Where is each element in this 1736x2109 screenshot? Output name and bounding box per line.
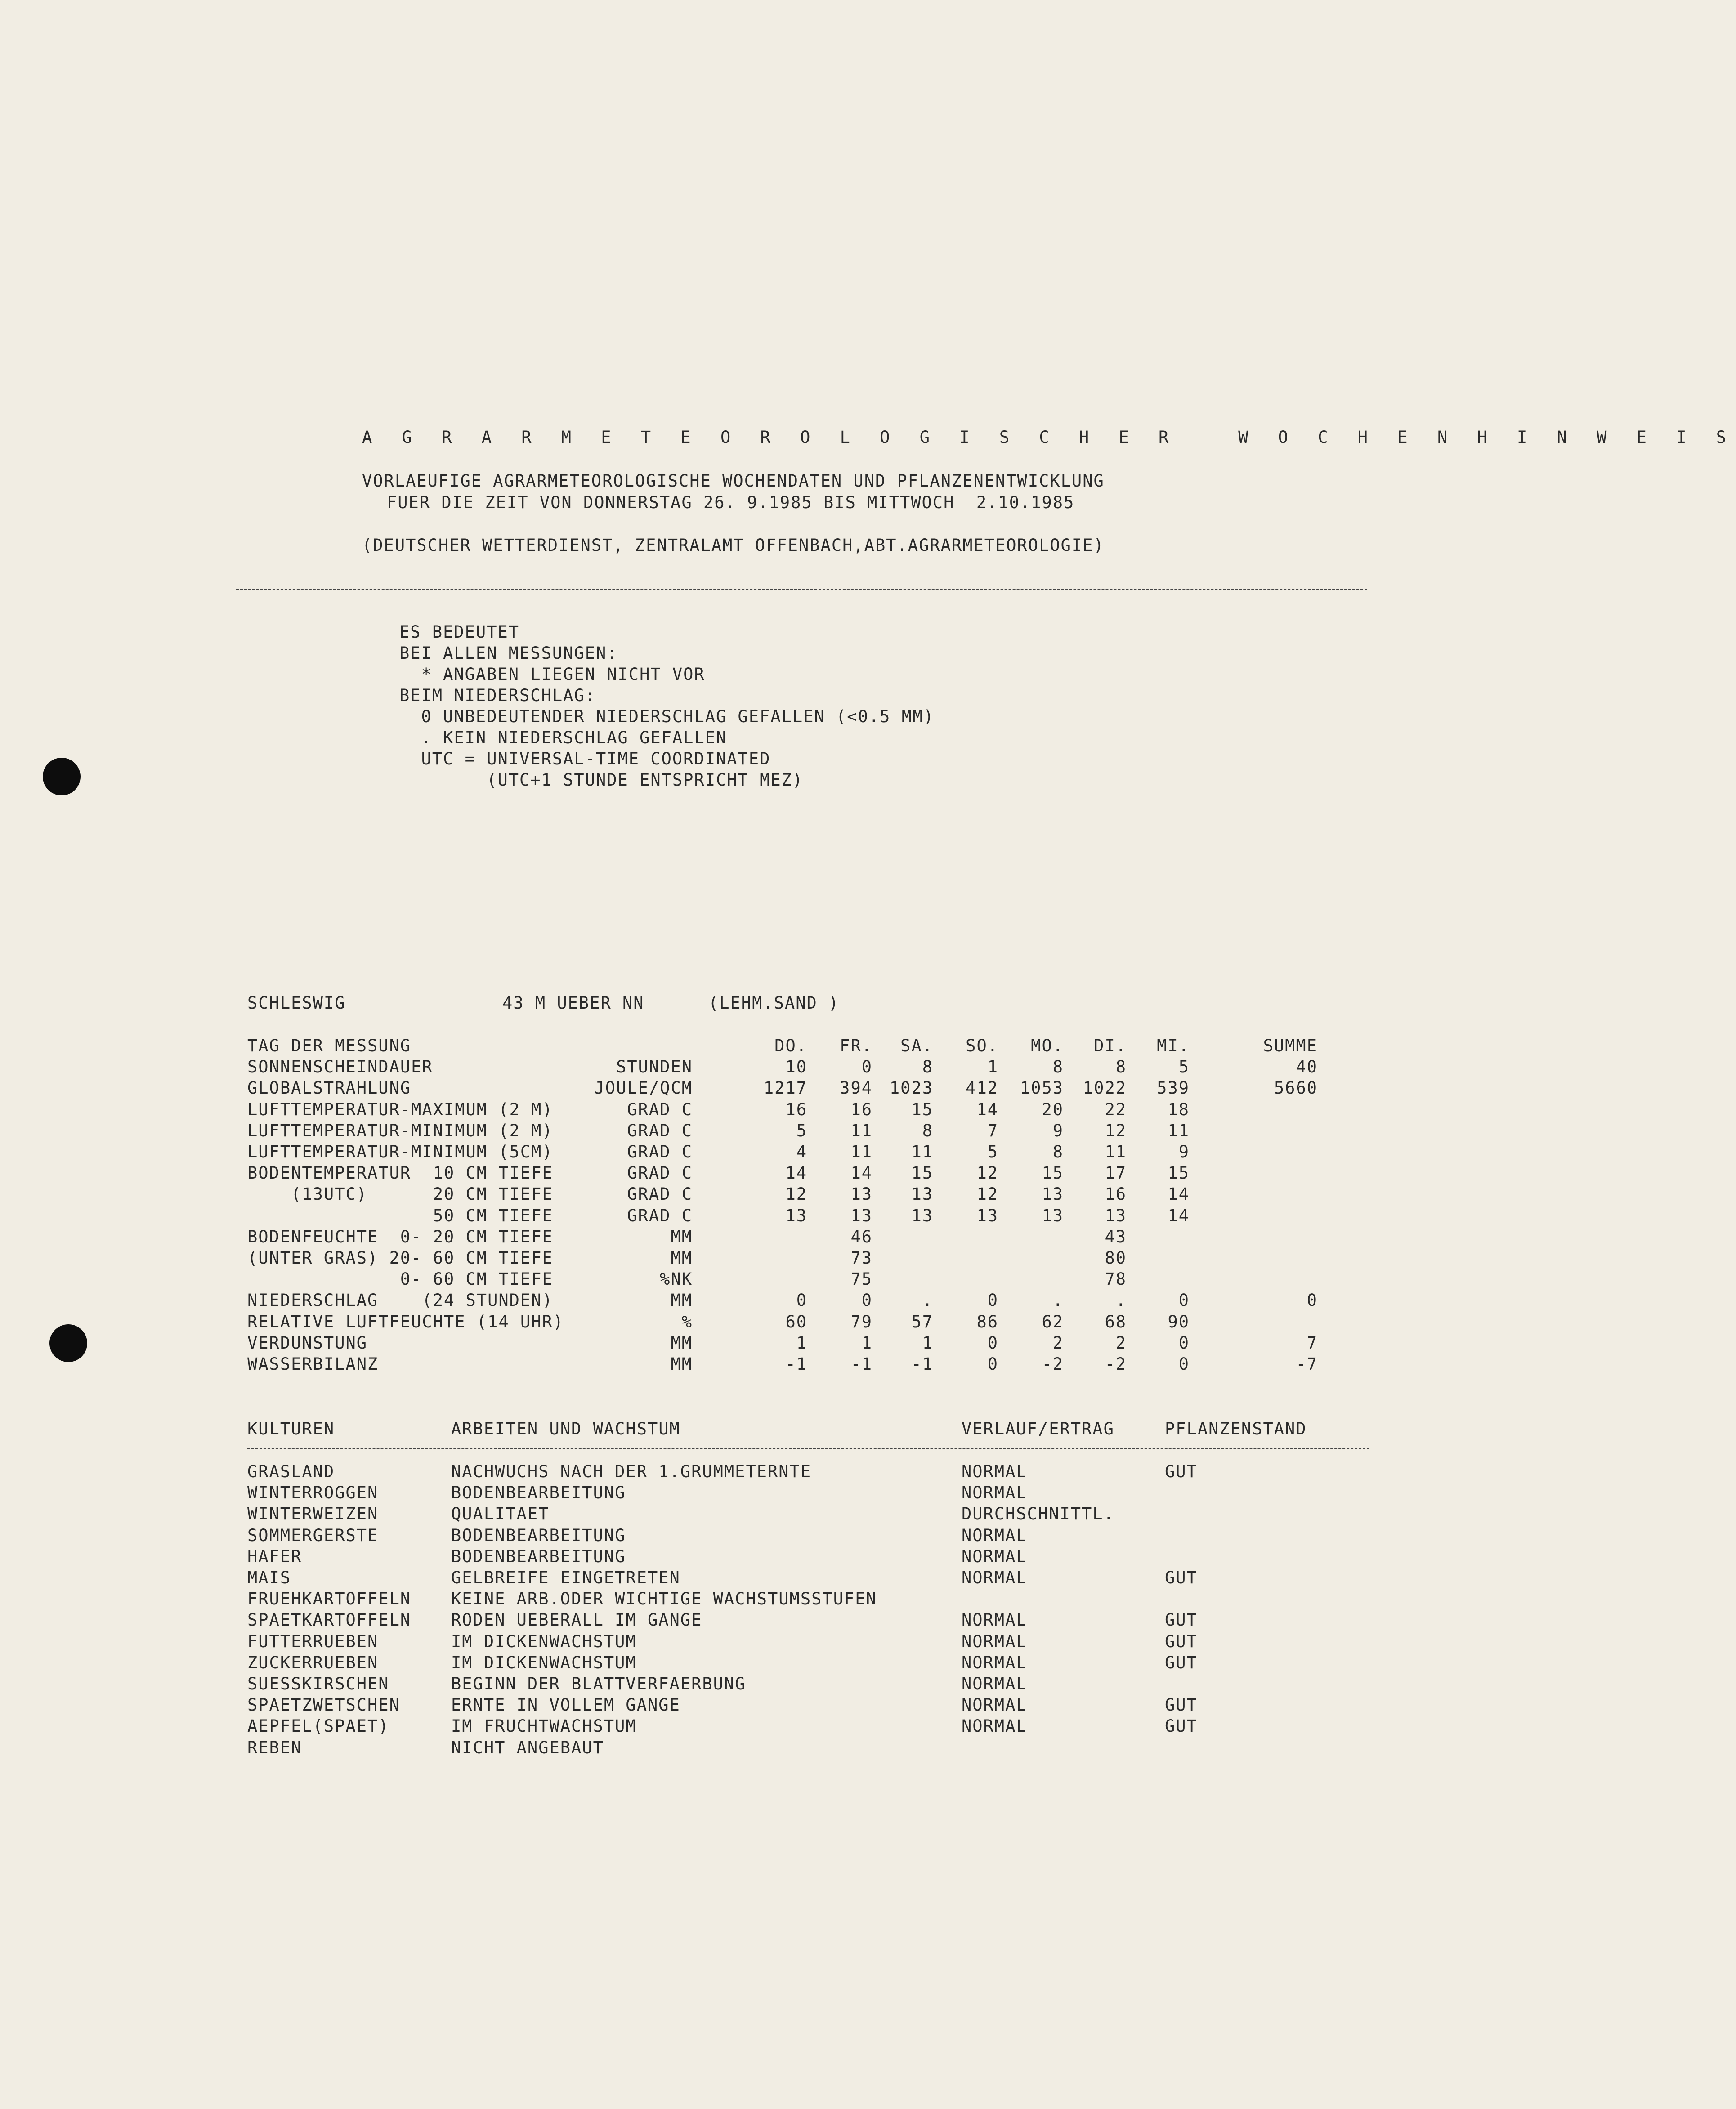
measurement-value: 15	[911, 1163, 933, 1183]
crop-work: BODENBEARBEITUNG	[451, 1546, 626, 1566]
legend-line: ES BEDEUTET	[399, 622, 520, 642]
crop-stand: GUT	[1165, 1695, 1198, 1715]
measurement-value: 0	[796, 1291, 807, 1310]
measurement-unit: %	[681, 1312, 693, 1332]
measurement-value: 14	[785, 1163, 807, 1183]
measurement-row-label: NIEDERSCHLAG (24 STUNDEN)	[247, 1291, 553, 1310]
crop-name: FRUEHKARTOFFELN	[247, 1589, 412, 1609]
measurement-sum: 40	[1296, 1057, 1318, 1077]
measurement-row-label: 50 CM TIEFE	[247, 1206, 553, 1225]
crop-work: IM FRUCHTWACHSTUM	[451, 1716, 637, 1736]
measurement-value: 13	[850, 1206, 872, 1225]
measurement-unit: MM	[671, 1354, 693, 1374]
crop-course: NORMAL	[962, 1716, 1027, 1736]
crop-name: HAFER	[247, 1546, 302, 1566]
measurement-unit: GRAD C	[627, 1142, 693, 1162]
measurement-value: 13	[976, 1206, 998, 1225]
measurement-value: 0	[987, 1354, 998, 1374]
measurement-value: 15	[1042, 1163, 1064, 1183]
measurement-row-label: RELATIVE LUFTFEUCHTE (14 UHR)	[247, 1312, 564, 1332]
crop-course: NORMAL	[962, 1525, 1027, 1545]
crop-name: FUTTERRUEBEN	[247, 1631, 379, 1651]
crop-name: GRASLAND	[247, 1462, 335, 1481]
measurement-row-label: BODENTEMPERATUR 10 CM TIEFE	[247, 1163, 553, 1183]
subtitle-line-2: FUER DIE ZEIT VON DONNERSTAG 26. 9.1985 BIS MITTWOCH 2.10.1985	[387, 493, 1075, 512]
measurement-unit: GRAD C	[627, 1121, 693, 1140]
crop-course: NORMAL	[962, 1631, 1027, 1651]
measurement-value: 1	[861, 1333, 872, 1353]
measurement-value: 539	[1157, 1078, 1190, 1098]
crop-work: BEGINN DER BLATTVERFAERBUNG	[451, 1674, 746, 1693]
crop-course: NORMAL	[962, 1610, 1027, 1630]
measurement-row-label: VERDUNSTUNG	[247, 1333, 368, 1353]
crop-name: SOMMERGERSTE	[247, 1525, 379, 1545]
crop-work: KEINE ARB.ODER WICHTIGE WACHSTUMSSTUFEN	[451, 1589, 877, 1609]
legend-line: 0 UNBEDEUTENDER NIEDERSCHLAG GEFALLEN (<0.5 MM)	[399, 707, 935, 726]
measurement-row-label: 0- 60 CM TIEFE	[247, 1269, 553, 1289]
measurement-unit: GRAD C	[627, 1206, 693, 1225]
measurement-value: 14	[976, 1099, 998, 1119]
measurement-header-label: TAG DER MESSUNG	[247, 1036, 412, 1055]
crop-header: KULTUREN	[247, 1419, 335, 1439]
measurement-value: 0	[861, 1291, 872, 1310]
crop-work: IM DICKENWACHSTUM	[451, 1631, 637, 1651]
measurement-unit: GRAD C	[627, 1099, 693, 1119]
measurement-value: 60	[785, 1312, 807, 1332]
measurement-value: -2	[1042, 1354, 1064, 1374]
measurement-value: .	[1052, 1291, 1064, 1310]
crop-course: DURCHSCHNITTL.	[962, 1504, 1114, 1524]
subtitle-line-1: VORLAEUFIGE AGRARMETEOROLOGISCHE WOCHENDATEN UND PFLANZENENTWICKLUNG	[362, 471, 1105, 491]
measurement-value: -1	[850, 1354, 872, 1374]
measurement-value: 86	[976, 1312, 998, 1332]
crop-work: QUALITAET	[451, 1504, 550, 1524]
crop-course: NORMAL	[962, 1483, 1027, 1503]
station-elevation: 43 M UEBER NN	[502, 993, 644, 1013]
measurement-value: 22	[1105, 1099, 1127, 1119]
day-header: MO.	[1031, 1036, 1064, 1055]
measurement-sum: 5660	[1274, 1078, 1318, 1098]
measurement-value: .	[922, 1291, 933, 1310]
measurement-value: 5	[1178, 1057, 1190, 1077]
crop-course: NORMAL	[962, 1674, 1027, 1693]
measurement-unit: MM	[671, 1227, 693, 1247]
measurement-value: 8	[922, 1121, 933, 1140]
measurement-value: 1	[796, 1333, 807, 1353]
measurement-value: 14	[1168, 1184, 1190, 1204]
legend-line: BEIM NIEDERSCHLAG:	[399, 686, 596, 705]
station-soil: (LEHM.SAND )	[708, 993, 840, 1013]
measurement-value: 8	[1052, 1057, 1064, 1077]
station-name: SCHLESWIG	[247, 993, 346, 1013]
source-line: (DEUTSCHER WETTERDIENST, ZENTRALAMT OFFENBACH,ABT.AGRARMETEOROLOGIE)	[362, 536, 1105, 555]
measurement-value: 394	[840, 1078, 872, 1098]
measurement-value: 15	[1168, 1163, 1190, 1183]
measurement-unit: MM	[671, 1291, 693, 1310]
measurement-value: 8	[1115, 1057, 1127, 1077]
measurement-value: 13	[911, 1206, 933, 1225]
measurement-value: 7	[987, 1121, 998, 1140]
crop-work: IM DICKENWACHSTUM	[451, 1653, 637, 1672]
measurement-value: 62	[1042, 1312, 1064, 1332]
measurement-value: .	[1115, 1291, 1127, 1310]
crop-course: NORMAL	[962, 1653, 1027, 1672]
measurement-row-label: LUFTTEMPERATUR-MAXIMUM (2 M)	[247, 1099, 553, 1119]
crop-name: ZUCKERRUEBEN	[247, 1653, 379, 1672]
measurement-value: 1	[922, 1333, 933, 1353]
measurement-value: 2	[1115, 1333, 1127, 1353]
measurement-value: 1	[987, 1057, 998, 1077]
measurement-value: 0	[1178, 1354, 1190, 1374]
measurement-value: 15	[911, 1099, 933, 1119]
measurement-value: 11	[911, 1142, 933, 1162]
crop-course: NORMAL	[962, 1546, 1027, 1566]
crop-name: MAIS	[247, 1568, 291, 1587]
legend-line: UTC = UNIVERSAL-TIME COORDINATED	[399, 749, 771, 769]
measurement-value: 13	[1042, 1206, 1064, 1225]
measurement-value: -2	[1105, 1354, 1127, 1374]
crop-course: NORMAL	[962, 1462, 1027, 1481]
measurement-value: 2	[1052, 1333, 1064, 1353]
crop-stand: GUT	[1165, 1631, 1198, 1651]
measurement-value: 17	[1105, 1163, 1127, 1183]
measurement-value: 0	[987, 1333, 998, 1353]
measurement-value: 80	[1105, 1248, 1127, 1268]
crop-work: ERNTE IN VOLLEM GANGE	[451, 1695, 680, 1715]
measurement-unit: %NK	[660, 1269, 693, 1289]
measurement-value: 75	[850, 1269, 872, 1289]
measurement-value: 9	[1178, 1142, 1190, 1162]
measurement-value: 1053	[1020, 1078, 1064, 1098]
day-header: SA.	[900, 1036, 933, 1055]
measurement-row-label: (13UTC) 20 CM TIEFE	[247, 1184, 553, 1204]
measurement-value: 0	[861, 1057, 872, 1077]
measurement-unit: STUNDEN	[616, 1057, 693, 1077]
measurement-value: 8	[922, 1057, 933, 1077]
measurement-row-label: LUFTTEMPERATUR-MINIMUM (5CM)	[247, 1142, 553, 1162]
measurement-value: 1023	[889, 1078, 933, 1098]
crop-name: REBEN	[247, 1738, 302, 1757]
measurement-value: 13	[1042, 1184, 1064, 1204]
measurement-value: 13	[785, 1206, 807, 1225]
measurement-row-label: BODENFEUCHTE 0- 20 CM TIEFE	[247, 1227, 553, 1247]
crop-work: GELBREIFE EINGETRETEN	[451, 1568, 680, 1587]
measurement-value: 16	[1105, 1184, 1127, 1204]
measurement-value: 5	[796, 1121, 807, 1140]
measurement-unit: GRAD C	[627, 1184, 693, 1204]
crop-name: WINTERWEIZEN	[247, 1504, 379, 1524]
crop-work: NICHT ANGEBAUT	[451, 1738, 604, 1757]
measurement-value: 43	[1105, 1227, 1127, 1247]
measurement-value: 18	[1168, 1099, 1190, 1119]
measurement-value: -1	[911, 1354, 933, 1374]
crop-stand: GUT	[1165, 1716, 1198, 1736]
measurement-sum: 7	[1306, 1333, 1318, 1353]
measurement-value: 14	[1168, 1206, 1190, 1225]
measurement-row-label: SONNENSCHEINDAUER	[247, 1057, 433, 1077]
measurement-value: 1217	[763, 1078, 807, 1098]
measurement-row-label: WASSERBILANZ	[247, 1354, 379, 1374]
measurement-unit: MM	[671, 1248, 693, 1268]
crop-header: PFLANZENSTAND	[1165, 1419, 1307, 1439]
crop-name: AEPFEL(SPAET)	[247, 1716, 389, 1736]
measurement-value: 16	[850, 1099, 872, 1119]
measurement-value: 13	[911, 1184, 933, 1204]
measurement-value: 11	[1168, 1121, 1190, 1140]
sum-header: SUMME	[1263, 1036, 1318, 1055]
punch-hole-upper	[43, 758, 81, 795]
measurement-row-label: (UNTER GRAS) 20- 60 CM TIEFE	[247, 1248, 553, 1268]
crop-name: SPAETKARTOFFELN	[247, 1610, 412, 1630]
measurement-value: 20	[1042, 1099, 1064, 1119]
measurement-value: 4	[796, 1142, 807, 1162]
document-title: A G R A R M E T E O R O L O G I S C H E R W O C H E N H I N W E I S	[362, 428, 1736, 447]
day-header: DO.	[774, 1036, 807, 1055]
crop-name: WINTERROGGEN	[247, 1483, 379, 1503]
crop-course: NORMAL	[962, 1568, 1027, 1587]
crop-stand: GUT	[1165, 1462, 1198, 1481]
legend-line: BEI ALLEN MESSUNGEN:	[399, 643, 618, 663]
crop-name: SUESSKIRSCHEN	[247, 1674, 389, 1693]
measurement-value: 11	[1105, 1142, 1127, 1162]
measurement-value: 79	[850, 1312, 872, 1332]
measurement-value: 90	[1168, 1312, 1190, 1332]
measurement-row-label: GLOBALSTRAHLUNG	[247, 1078, 412, 1098]
legend-line: . KEIN NIEDERSCHLAG GEFALLEN	[399, 728, 727, 747]
header-divider	[236, 589, 1367, 590]
crop-stand: GUT	[1165, 1568, 1198, 1587]
measurement-value: 46	[850, 1227, 872, 1247]
crop-work: NACHWUCHS NACH DER 1.GRUMMETERNTE	[451, 1462, 812, 1481]
measurement-value: 57	[911, 1312, 933, 1332]
measurement-value: 11	[850, 1142, 872, 1162]
crop-name: SPAETZWETSCHEN	[247, 1695, 400, 1715]
day-header: MI.	[1157, 1036, 1190, 1055]
measurement-value: 0	[987, 1291, 998, 1310]
measurement-value: 12	[785, 1184, 807, 1204]
legend-line: (UTC+1 STUNDE ENTSPRICHT MEZ)	[399, 770, 804, 790]
crop-work: BODENBEARBEITUNG	[451, 1525, 626, 1545]
crop-stand: GUT	[1165, 1653, 1198, 1672]
measurement-value: 73	[850, 1248, 872, 1268]
crop-header: ARBEITEN UND WACHSTUM	[451, 1419, 680, 1439]
measurement-row-label: LUFTTEMPERATUR-MINIMUM (2 M)	[247, 1121, 553, 1140]
crop-work: RODEN UEBERALL IM GANGE	[451, 1610, 702, 1630]
measurement-value: 12	[976, 1163, 998, 1183]
day-header: FR.	[840, 1036, 872, 1055]
punch-hole-lower	[49, 1324, 87, 1362]
measurement-value: 14	[850, 1163, 872, 1183]
measurement-value: 412	[966, 1078, 998, 1098]
crop-header: VERLAUF/ERTRAG	[962, 1419, 1114, 1439]
measurement-unit: MM	[671, 1333, 693, 1353]
measurement-value: 12	[976, 1184, 998, 1204]
measurement-value: 68	[1105, 1312, 1127, 1332]
measurement-value: 0	[1178, 1291, 1190, 1310]
measurement-value: 9	[1052, 1121, 1064, 1140]
measurement-value: 13	[1105, 1206, 1127, 1225]
measurement-value: 5	[987, 1142, 998, 1162]
measurement-value: 11	[850, 1121, 872, 1140]
measurement-unit: GRAD C	[627, 1163, 693, 1183]
day-header: DI.	[1094, 1036, 1127, 1055]
crop-table-divider	[247, 1448, 1369, 1449]
crop-stand: GUT	[1165, 1610, 1198, 1630]
measurement-value: -1	[785, 1354, 807, 1374]
measurement-sum: 0	[1306, 1291, 1318, 1310]
legend-line: * ANGABEN LIEGEN NICHT VOR	[399, 665, 705, 684]
measurement-value: 78	[1105, 1269, 1127, 1289]
crop-course: NORMAL	[962, 1695, 1027, 1715]
measurement-value: 1022	[1083, 1078, 1127, 1098]
measurement-value: 8	[1052, 1142, 1064, 1162]
measurement-value: 12	[1105, 1121, 1127, 1140]
measurement-value: 0	[1178, 1333, 1190, 1353]
crop-work: BODENBEARBEITUNG	[451, 1483, 626, 1503]
day-header: SO.	[966, 1036, 998, 1055]
measurement-value: 10	[785, 1057, 807, 1077]
measurement-value: 16	[785, 1099, 807, 1119]
measurement-unit: JOULE/QCM	[594, 1078, 693, 1098]
measurement-value: 13	[850, 1184, 872, 1204]
measurement-sum: -7	[1296, 1354, 1318, 1374]
